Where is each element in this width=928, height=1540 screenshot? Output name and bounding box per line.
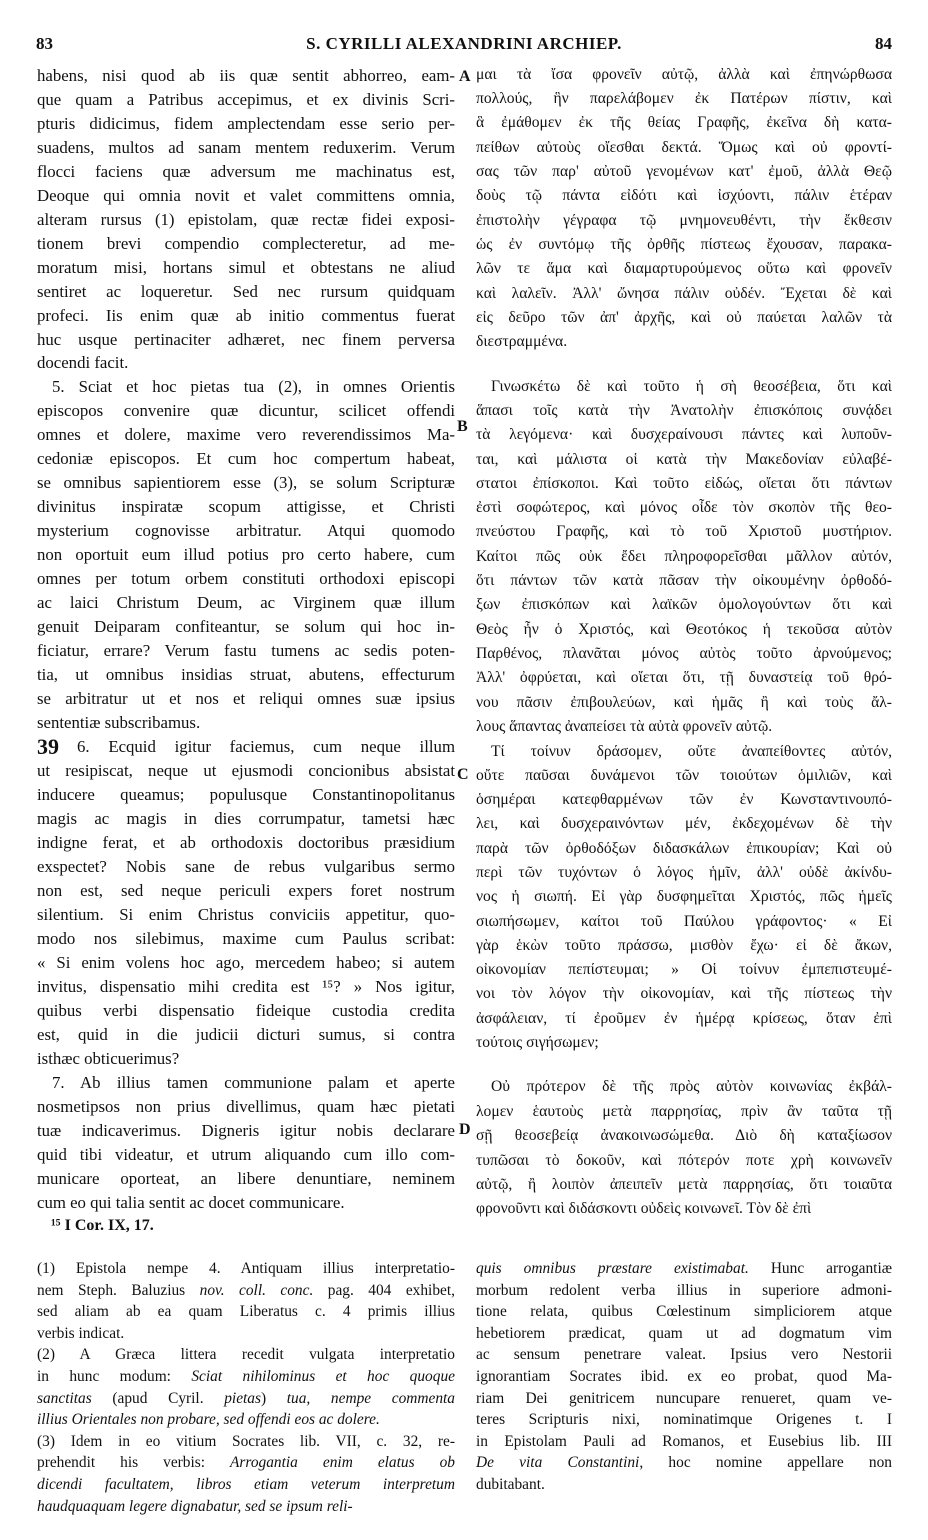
greek-text-line: σιωπήσωμεν, καίτοι τοῦ Παύλου γράφοντος· « Εἰ (476, 913, 892, 930)
footnote-right-run: dubitabant. (476, 1476, 545, 1493)
footnote-left-run: nov. coll. conc. (199, 1281, 314, 1299)
latin-text-line: profeci. Iis enim quæ ab initio commentus fuerat (37, 306, 455, 325)
footnote-left-run: (1) Epistola nempe 4. Antiquam illius interpretatio- (37, 1260, 455, 1277)
margin-marker-c: C (457, 766, 469, 783)
latin-text-line: docendi facit. (37, 353, 129, 372)
scripture-reference-block (37, 1217, 455, 1243)
running-title: S. CYRILLI ALEXANDRINI ARCHIEP. (306, 34, 622, 53)
greek-text-line: ἀσφάλειαν, τί ἐροῦμεν ἐν ἡμέρᾳ κρίσεως, ὅταν ἐπὶ (476, 1010, 892, 1027)
greek-text-line: αὐτῷ, ἢ λοιπὸν ἀπειπεῖν μετὰ παρρησίας, ὅτι τοιαῦτα (476, 1176, 892, 1193)
latin-text-line: Deoque qui omnia novit et valet committens omnia, (37, 186, 455, 205)
greek-text-line: πνεύστου Γραφῆς, καὶ τὸ τοῦ Χριστοῦ μυστήριον. (476, 523, 892, 540)
greek-text-line: περὶ τῶν τυχόντων ὁ λόγος ἡμῖν, ἀλλ' οὐδὲ ἀκίνδυ- (476, 864, 892, 881)
footnote-right-run: riam Dei genitricem nuncupare renueret, quam ve- (476, 1389, 892, 1407)
latin-text-line: silentium. Si enim Christus conviciis appetitur, quo- (37, 905, 455, 924)
greek-text-line: Καίτοι πῶς οὐκ ἔδει πληροφορεῖσθαι μᾶλλον αὐτόν, (476, 548, 892, 565)
footnote-left-line (37, 1282, 455, 1300)
latin-text-line: invitus, dispensatio mihi credita est ¹⁵? » Nos igitur, (37, 977, 455, 996)
footnote-right-line (476, 1282, 892, 1300)
footnote-left-run: (3) Idem in eo vitium Socrates lib. VII, c. 32, re- (37, 1432, 455, 1450)
footnote-left-run: pag. 404 exhibet, (313, 1281, 455, 1299)
greek-text-line: πείθων αὐτοὺς οἴεσθαι δεκτά. Ὅμως καὶ οὐ φροντί- (476, 139, 892, 156)
greek-text-line: φρονοῦντι καὶ διδάσκοντι οὐδεὶς κοινωνεῖ. Τὸν δὲ ἐπὶ (476, 1200, 812, 1217)
latin-text-line: isthæc obticuerimus? (37, 1049, 180, 1068)
latin-column (37, 66, 455, 1266)
latin-text-line: modo nos silebimus, maxime cum Paulus scribat: (37, 929, 455, 948)
greek-text-line: νου πᾶσιν ἐπιβουλεύων, καὶ ἡμᾶς ἢ καὶ τοὺς ἄλ- (476, 694, 892, 711)
greek-text-line: σῇ θεοσεβείᾳ ἀνακοινωσώμεθα. Διὸ δὴ καταξίωσον (476, 1127, 892, 1144)
greek-text-line: ὡς ἐν συντόμῳ τῆς ὀρθῆς πίστεως ἔχουσαν, παρακα- (476, 236, 892, 253)
footnote-left-run: Sciat nihilominus et hoc quoque (191, 1368, 455, 1385)
footnote-right-run: quis omnibus præstare existimabat. (476, 1260, 749, 1277)
footnote-left-line (37, 1454, 455, 1472)
latin-text-line: nosmetipsos non prius divellimus, quam hæc pietati (37, 1097, 455, 1116)
footnote-left-run: ) (260, 1389, 287, 1407)
latin-text-line: omnes per totum orbem constituti orthodoxi episcopi (37, 569, 455, 588)
greek-text-line: νοι τὸν λόγον τὴν οἰκονομίαν, καὶ τῆς πίστεως τὴν (476, 985, 892, 1002)
greek-text-line: Παρθένος, πλανᾶται μόνος αὐτὸς τοῦτο ἀρνούμενος; (476, 645, 892, 662)
footnote-right-line (476, 1346, 892, 1364)
footnote-right-run: ignorantiam Socrates ibid. ex eo probat, quod Ma- (476, 1368, 892, 1385)
greek-text-line: ἅπασι τοῖς κατὰ τὴν Ἀνατολὴν ἐπισκόποις συνᾴδει (476, 402, 892, 419)
greek-text-line: σας τῶν παρ' αὐτοῦ γενομένων κατ' ἐμοῦ, ἀλλὰ Θεῷ (476, 163, 892, 180)
footnote-left-run: in hunc modum: (37, 1368, 192, 1385)
latin-text-line: 6. Ecquid igitur faciemus, cum neque illum (77, 737, 455, 756)
footnote-left-line (37, 1498, 455, 1516)
latin-text-line: quibus verbi dispensatio fideique custodia credita (37, 1001, 455, 1020)
greek-text-line: Ἀλλ' ὀφρύεται, καὶ οἴεται ὅτι, τῇ δυναστείᾳ τοῦ θρό- (476, 669, 892, 686)
footnote-right-line (476, 1433, 892, 1451)
greek-text-line: εἰς δεῦρο τῶν ἀπ' ἀρχῆς, καὶ οὐ παύεται λαλῶν τὰ (476, 309, 892, 326)
latin-text-line: moratum misi, hortans simul et obtestans ne aliud (37, 258, 455, 277)
footnote-left-run: sanctitas (37, 1389, 92, 1407)
footnote-left-line (37, 1476, 455, 1494)
latin-text-line: mysterium cognovisse arbitratur. Atqui quomodo (37, 521, 455, 540)
greek-text-line: παρὰ τῶν ὀρθοδόξων διδασκάλων ἐπικουρίαν; Καὶ οὐ (476, 840, 892, 857)
latin-text-line: 7. Ab illius tamen communione palam et aperte (52, 1073, 455, 1092)
latin-text-line: indigne ferat, et ab orthodoxis doctoribus præsidium (37, 833, 455, 852)
greek-text-line: Θεὸς ἦν ὁ Χριστός, καὶ Θεοτόκος ἡ τεκοῦσα αὐτὸν (476, 621, 892, 638)
greek-text-line: μαι τὰ ἴσα φρονεῖν αὐτῷ, ἀλλὰ καὶ ἐπηνώρθωσα (476, 66, 892, 83)
latin-text-line: inducere queamus; populusque Constantinopolitanus (37, 785, 455, 804)
greek-text-line: πολλούς, ἣν παρελάβομεν ἐκ Πατέρων πίστιν, καὶ (476, 90, 892, 107)
latin-text-line: non oportuit eum illud potius pro certo habere, cum (37, 545, 455, 564)
greek-text-line: λει, καὶ δυσχεραινόντων μέν, ἐκδεχομένων δὲ τὴν (476, 815, 892, 832)
greek-text-line: ὅτι πάντων τῶν κατὰ πᾶσαν τὴν οἰκουμένην ὀρθοδό- (476, 572, 892, 589)
latin-text-line: cedoniæ episcopos. Et cum hoc compertum habeat, (37, 449, 455, 468)
footnote-left-run: tua, nempe commenta (286, 1389, 455, 1407)
latin-text-line: tia, ut omnibus insidias struat, abutens, effecturum (37, 665, 455, 684)
greek-text-line: Οὐ πρότερον δὲ τῆς πρὸς αὐτὸν κοινωνίας ἐκβάλ- (491, 1078, 892, 1095)
greek-text-line: ἐπιστολὴν γέγραφα τῷ μνημονευθέντι, τὴν ἔκθεσιν (476, 212, 892, 229)
footnote-left-run: verbis indicat. (37, 1324, 125, 1342)
greek-text-line: ἐστὶ σοφώτερος, καὶ μόνος οἶδε τὸν σκοπὸν τῆς θεο- (476, 499, 892, 516)
latin-text-line: que quam a Patribus accepimus, et ex divinis Scri- (37, 90, 455, 109)
greek-text-line: ται, καὶ μάλιστα οἱ κατὰ τὴν Μακεδονίαν εὐλαβέ- (476, 451, 892, 468)
running-header (36, 34, 892, 58)
footnote-right-line (476, 1411, 892, 1429)
footnote-left-run: dicendi facultatem, libros etiam veterum interpretum (37, 1476, 455, 1493)
page-number-right: 84 (875, 34, 892, 53)
footnote-right-line (476, 1368, 892, 1386)
latin-text-line: se arbitratur ut et nos et reliqui omnes suæ ipsius (37, 689, 455, 708)
footnote-right-line (476, 1454, 892, 1472)
latin-text-line: flocci faciens quæ adversum me machinatus est, (37, 162, 455, 181)
footnote-left-run: (2) A Græca littera recedit vulgata interpretatio (37, 1346, 455, 1364)
latin-text-line: habens, nisi quod ab iis quæ sentit abhorreo, eam- (37, 66, 455, 85)
footnote-left-line (37, 1390, 455, 1408)
margin-marker-d: D (459, 1121, 471, 1138)
greek-text-line: λῶν τε ἅμα καὶ διαμαρτυρούμενος οὕτω καὶ φρονεῖν (476, 260, 892, 277)
greek-text-line: ξων ἐπισκόπων καὶ λαϊκῶν ὁμολογούντων ὅτι καὶ (476, 596, 892, 613)
latin-text-line: sententiæ subscribamus. (37, 713, 201, 732)
margin-marker-a: A (459, 68, 471, 85)
latin-text-line: cum eo qui talia sentit ac docet communicare. (37, 1193, 345, 1212)
latin-text-line: sentiret ac loqueretur. Sed nec rursum quidquam (37, 282, 455, 301)
latin-text-line: ac laici Christum Deum, ac Virginem quæ illum (37, 593, 455, 612)
latin-text-line: 5. Sciat et hoc pietas tua (2), in omnes Orientis (52, 377, 455, 396)
latin-text-line: quid tibi videatur, et utrum aliquando cum illo com- (37, 1145, 455, 1164)
latin-text-line: exspectet? Nobis sane de rebus vulgaribus sermo (37, 857, 455, 876)
greek-text-line: Γινωσκέτω δὲ καὶ τοῦτο ἡ σὴ θεοσέβεια, ὅτι καὶ (491, 378, 892, 395)
latin-text-line: ut resipiscat, neque ut ejusmodi concionibus absistat (37, 761, 455, 780)
column-number: 39 (37, 734, 59, 759)
footnote-left-line (37, 1346, 455, 1364)
footnote-left-line (37, 1303, 455, 1321)
footnote-right-line (476, 1303, 892, 1321)
footnote-left-run: Arrogantia enim elatus ob (230, 1454, 455, 1472)
footnote-right-run: , hoc nomine appellare non (639, 1454, 892, 1472)
greek-text-line: λους ἅπαντας ἀναπείσει τὰ αὐτὰ φρονεῖν αὐτῷ. (476, 718, 773, 735)
footnote-left-line (37, 1411, 455, 1429)
greek-column (476, 66, 892, 1216)
latin-text-line: divinitus inspiratæ scopum attigisse, et Christi (37, 497, 455, 516)
footnotes-right (476, 1260, 892, 1530)
latin-text-line: tuæ indicaverimus. Digneris igitur nobis declarare (37, 1121, 455, 1140)
greek-text-line: στατοι ἐπίσκοποι. Καὶ τοῦτο εἰδώς, οἴεται ὅτι πάντων (476, 475, 892, 492)
greek-text-line: ὁσημέραι κατεφθαρμένων τῶν ἐν Κωνσταντινουπό- (476, 791, 892, 808)
footnote-left-run: pietas (224, 1389, 261, 1407)
latin-text-line: ficiatur, errare? Verum fastu tumens ac sedis poten- (37, 641, 455, 660)
margin-marker-b: B (457, 418, 468, 435)
footnote-right-run: hebetiorem prædicat, quam ut ad dogmatum vim (476, 1324, 892, 1342)
footnote-left-run: prehendit his verbis: (37, 1454, 231, 1472)
footnote-left-run: (apud Cyril. (91, 1389, 225, 1407)
latin-text-line: « Si enim volens hoc ago, mercedem habeo; si autem (37, 953, 455, 972)
latin-text-line: magis ac magis in dies corrumpatur, tametsi hæc (37, 809, 455, 828)
footnote-right-run: in Epistolam Pauli ad Romanos, et Eusebius lib. III (476, 1432, 892, 1450)
latin-text-line: se omnibus sapientiorem esse (3), se solum Scripturæ (37, 473, 455, 492)
greek-text-line: γὰρ ἑκὼν τοῦτο πράσσω, μισθὸν ἔχω· εἰ δὲ ἄκων, (476, 937, 892, 954)
latin-text-line: non est, sed neque periculi expers foret nostrum (37, 881, 455, 900)
page-number-left: 83 (36, 34, 53, 53)
footnote-right-line (476, 1325, 892, 1343)
greek-text-line: οὔτε παῦσαι δυνάμενοι τῶν τοιούτων ὁμιλιῶν, καὶ (476, 767, 892, 784)
latin-text-line: pturis didicimus, fidem amplectendam esse serio per- (37, 114, 455, 133)
scripture-reference: ¹⁵ I Cor. IX, 17. (51, 1217, 154, 1234)
greek-text-line: Τί τοίνυν δράσομεν, οὔτε ἀναπείθοντες αὐτόν, (491, 743, 892, 760)
latin-text-line: est, quid in die judicii dicturi sumus, si contra (37, 1025, 455, 1044)
footnote-right-line (476, 1260, 892, 1278)
latin-text-line: genuit Deiparam confiteantur, se solum qui hoc in- (37, 617, 455, 636)
greek-text-line: δοὺς τῷ πάντα εἰδότι καὶ ἰσχύοντι, πάλιν ἑτέραν (476, 187, 892, 204)
footnote-right-run: tione relata, quibus Cœlestinum simpliciorem atque (476, 1303, 892, 1321)
latin-text-line: suadens, multos ad sanam mentem reduxerim. Verum (37, 138, 455, 157)
footnote-right-run: De vita Constantini (476, 1454, 640, 1472)
latin-text-line: episcopos convenire quæ dicuntur, scilicet offendi (37, 401, 455, 420)
greek-text-line: τούτοις σιγήσωμεν; (476, 1034, 599, 1051)
footnote-right-run: Hunc arrogantiæ (748, 1260, 892, 1277)
footnote-left-line (37, 1368, 455, 1386)
footnote-left-run: illius Orientales non probare, sed offendi eos ac dolere. (37, 1411, 380, 1429)
footnote-left-run: haudquaquam legere dignabatur, sed se ipsum reli- (37, 1497, 353, 1515)
greek-text-line: οἰκονομίαν πεπίστευμαι; » Οἱ τοίνυν ἐμπεπιστευμέ- (476, 961, 892, 978)
greek-text-line: τὰ λεγόμενα· καὶ δυσχεραίνουσι πάντες καὶ λυποῦν- (476, 426, 892, 443)
footnote-left-line (37, 1433, 455, 1451)
footnote-right-line (476, 1390, 892, 1408)
footnote-right-line (476, 1476, 892, 1494)
footnote-left-line (37, 1260, 455, 1278)
greek-text-line: τυπῶσαι τὸ δοκοῦν, καὶ πότερόν ποτε χρὴ κοινωνεῖν (476, 1152, 892, 1169)
footnote-right-run: ac sensum penetrare valeat. Ipsius vero Nestorii (476, 1346, 892, 1364)
greek-text-line: καὶ λαλεῖν. Ἀλλ' ὤνησα πάλιν οὐδέν. Ἔχεται δὲ καὶ (476, 285, 892, 302)
greek-text-line: νος ἡ σιωπή. Εἰ γὰρ δυσφημεῖται Χριστός, πῶς ἡμεῖς (476, 888, 892, 905)
greek-text-line: διεστραμμένα. (476, 333, 568, 350)
latin-text-line: tionem brevi compendio complecteretur, ad me- (37, 234, 455, 253)
latin-text-line: huc usque pertinaciter adhæret, nec finem perversa (37, 330, 455, 349)
footnote-right-run: morbum redolent verba illius in superiore admoni- (476, 1281, 892, 1299)
latin-text-line: alteram rursus (1) epistolam, quæ rectæ fidei exposi- (37, 210, 455, 229)
footnotes-left (37, 1260, 455, 1530)
greek-text-line: λομεν ἑαυτοὺς μετὰ παρρησίας, πρὶν ἂν ταῦτα τῇ (476, 1103, 892, 1120)
footnote-left-run: sed aliam ab ea quam Liberatus c. 4 primis illius (37, 1303, 455, 1321)
greek-text-line: ἃ ἐμάθομεν ἐκ τῆς θείας Γραφῆς, ἐκεῖνα δὴ κατα- (476, 114, 892, 131)
footnote-left-line (37, 1325, 455, 1343)
latin-text-line: omnes et dolere, maxime vero reverendissimos Ma- (37, 425, 455, 444)
footnote-left-run: nem Steph. Baluzius (37, 1281, 200, 1299)
footnote-right-run: teres Scripturis nixi, nominatimque Origenes t. I (476, 1411, 892, 1429)
latin-text-line: municare oporteat, an libere denuntiare, neminem (37, 1169, 455, 1188)
